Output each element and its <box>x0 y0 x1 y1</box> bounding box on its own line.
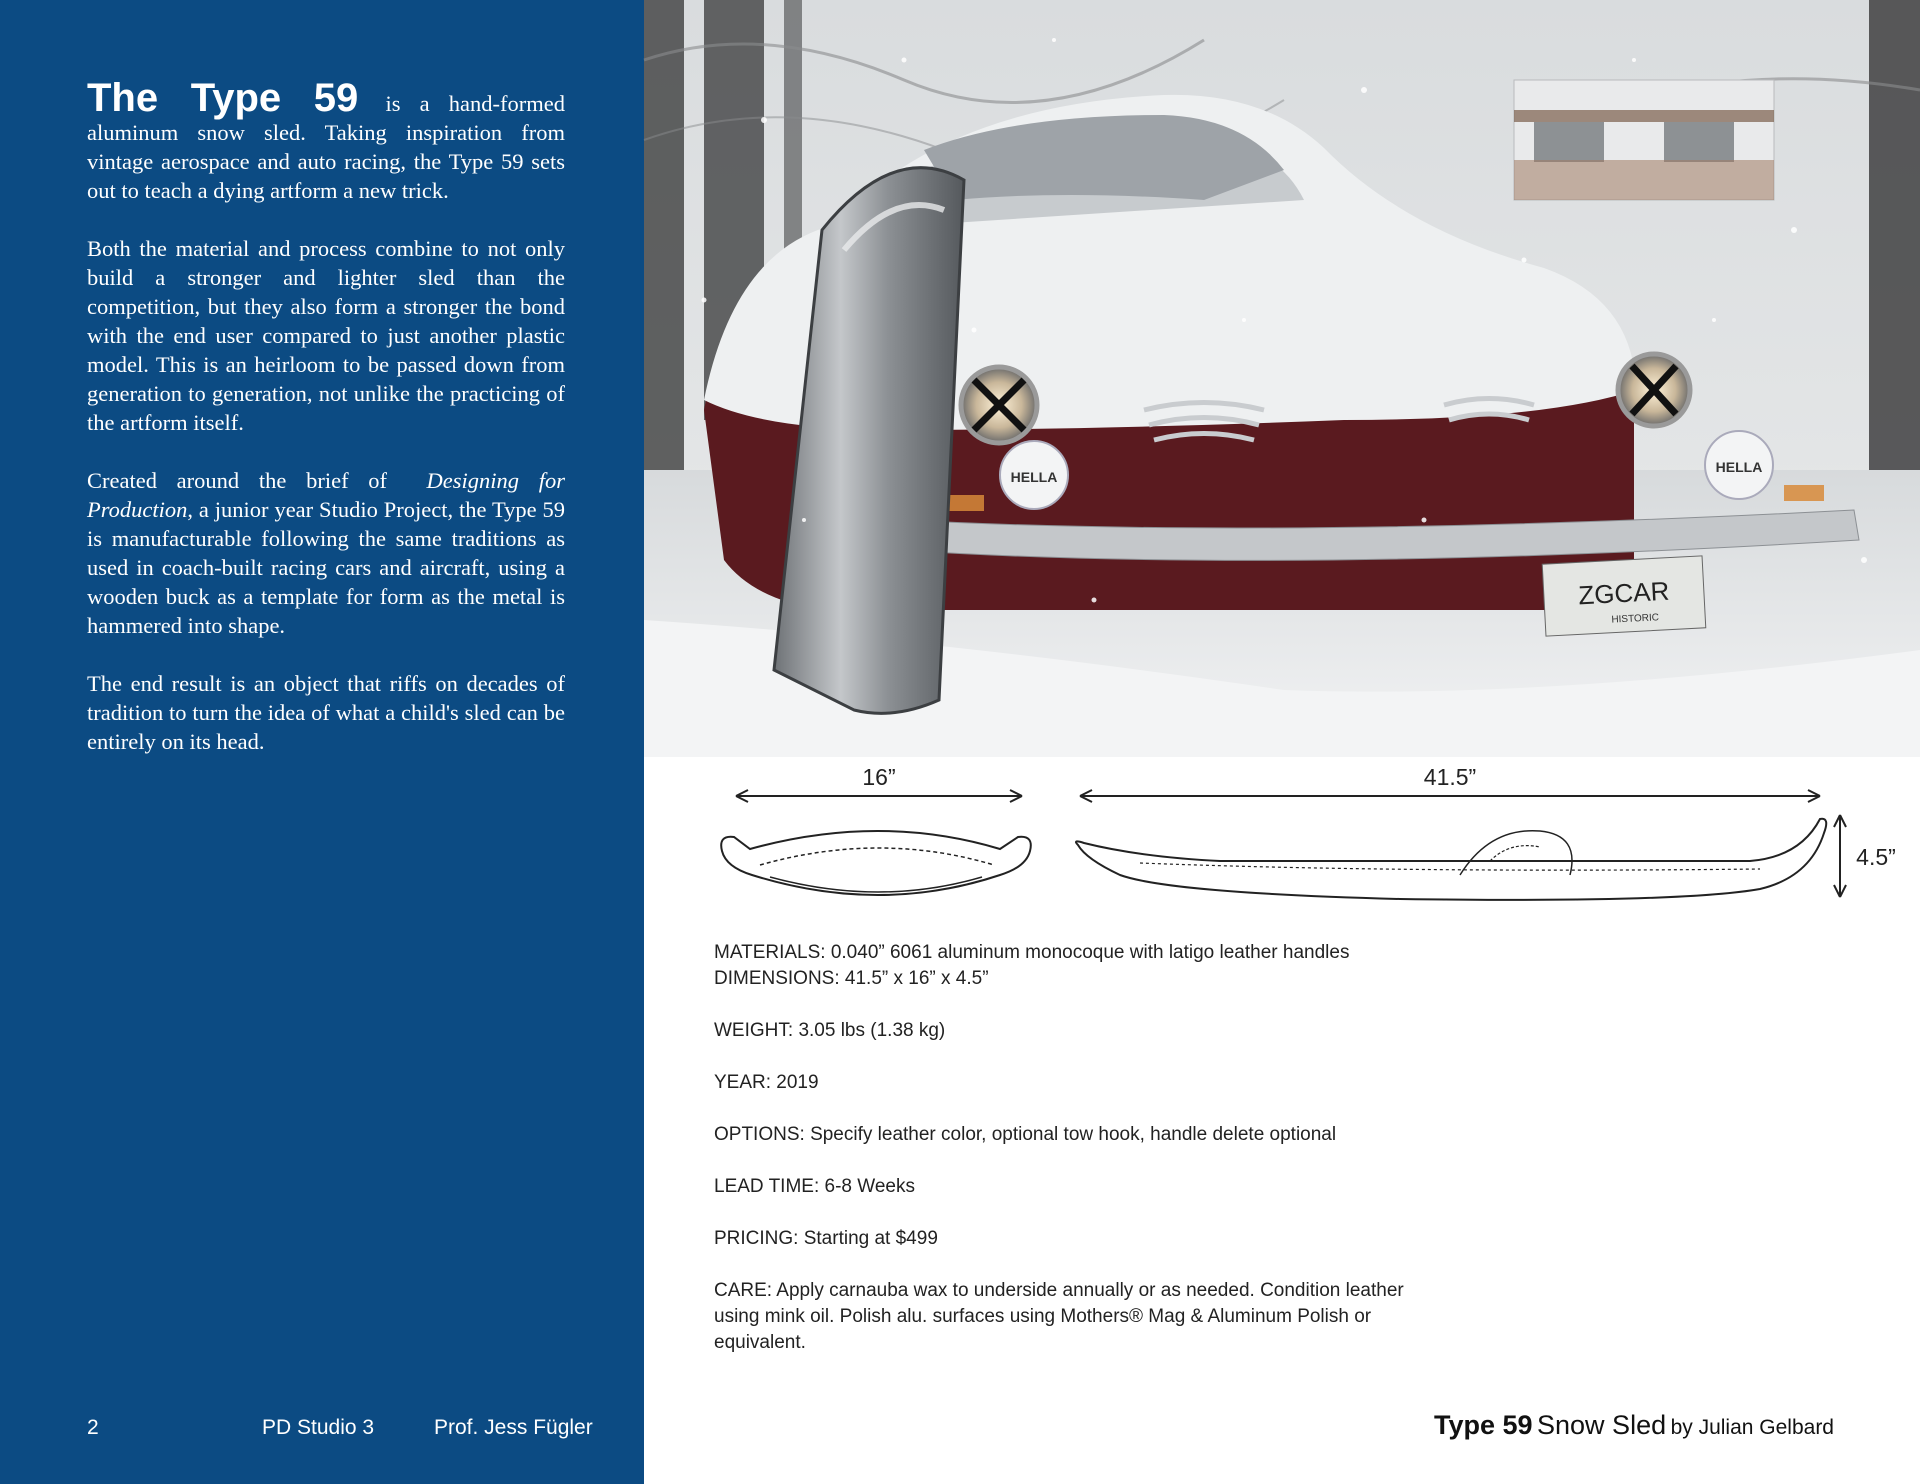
spec-materials: MATERIALS: 0.040” 6061 aluminum monocoque with latigo leather handles <box>714 942 1350 963</box>
spec-list <box>714 940 1474 1356</box>
spec-dimensions: DIMENSIONS: 41.5” x 16” x 4.5” <box>714 968 989 989</box>
designer-byline: by Julian Gelbard <box>1670 1416 1834 1439</box>
intro-p3-before: Created around the brief of <box>87 468 388 493</box>
fog-lamp-brand-left: HELLA <box>1010 469 1058 485</box>
headline: The Type 59 <box>87 76 359 120</box>
side-view-drawing <box>1076 764 1896 900</box>
intro-paragraph-2: Both the material and process combine to not only build a stronger and lighter sled than the competition, but they also form a stronger the bond with the end user compared to just another plastic model. This is an heirloom to be passed down from generation to generation, not unlike the practicing of the artform itself. <box>87 236 565 435</box>
license-plate-sub: HISTORIC <box>1611 612 1660 626</box>
spec-options: OPTIONS: Specify leather color, optional tow hook, handle delete optional <box>714 1124 1337 1145</box>
intro-paragraph-1 <box>87 76 566 205</box>
intro-paragraph-4: The end result is an object that riffs on decades of tradition to turn the idea of what a child's sled can be entirely on its head. <box>87 671 565 754</box>
spec-pricing: PRICING: Starting at $499 <box>714 1228 938 1249</box>
hero-photo <box>644 0 1920 757</box>
professor-name: Prof. Jess Fügler <box>434 1416 593 1439</box>
course-name: PD Studio 3 <box>262 1416 375 1439</box>
intro-p1-text: is a hand-formed aluminum snow sled. Taking inspiration from vintage aerospace and auto racing, the Type 59 sets out to teach a dying artform a new trick. <box>87 91 566 203</box>
car-sled-photo <box>644 0 1920 757</box>
intro-p3-after: , a junior year Studio Project, the Type 59 is manufacturable following the same traditions as used in coach-built racing cars and aircraft, using a wooden buck as a template for form as the metal is hammered into shape. <box>87 497 565 638</box>
intro-panel <box>0 0 644 1484</box>
license-plate-text: ZGCAR <box>1577 575 1671 611</box>
spec-year: YEAR: 2019 <box>714 1072 819 1093</box>
intro-text <box>87 76 566 785</box>
spec-weight: WEIGHT: 3.05 lbs (1.38 kg) <box>714 1020 946 1041</box>
tree-trunk <box>1869 0 1920 480</box>
height-dimension: 4.5” <box>1856 844 1896 870</box>
license-plate <box>1542 556 1706 636</box>
background-house <box>1514 80 1774 200</box>
page-number: 2 <box>87 1416 99 1439</box>
product-title-footer <box>1434 1410 1834 1441</box>
spec-care: CARE: Apply carnauba wax to underside annually or as needed. Condition leather using mink oil. Polish alu. surfaces using Mothers® Mag & Aluminum Polish or equivalent. <box>714 1280 1404 1353</box>
width-dimension: 16” <box>862 764 896 790</box>
dimension-drawings <box>700 757 1896 927</box>
product-name: Snow Sled <box>1537 1410 1667 1440</box>
intro-paragraph-3 <box>87 466 565 640</box>
length-dimension: 41.5” <box>1423 764 1477 790</box>
intro-p3-italic: Designing for Production <box>87 468 565 522</box>
front-view-drawing <box>721 764 1031 895</box>
spec-lead-time: LEAD TIME: 6-8 Weeks <box>714 1176 915 1197</box>
sled-line-drawings <box>700 757 1896 927</box>
model-name: Type 59 <box>1434 1410 1533 1440</box>
fog-lamp-brand-right: HELLA <box>1715 459 1763 475</box>
